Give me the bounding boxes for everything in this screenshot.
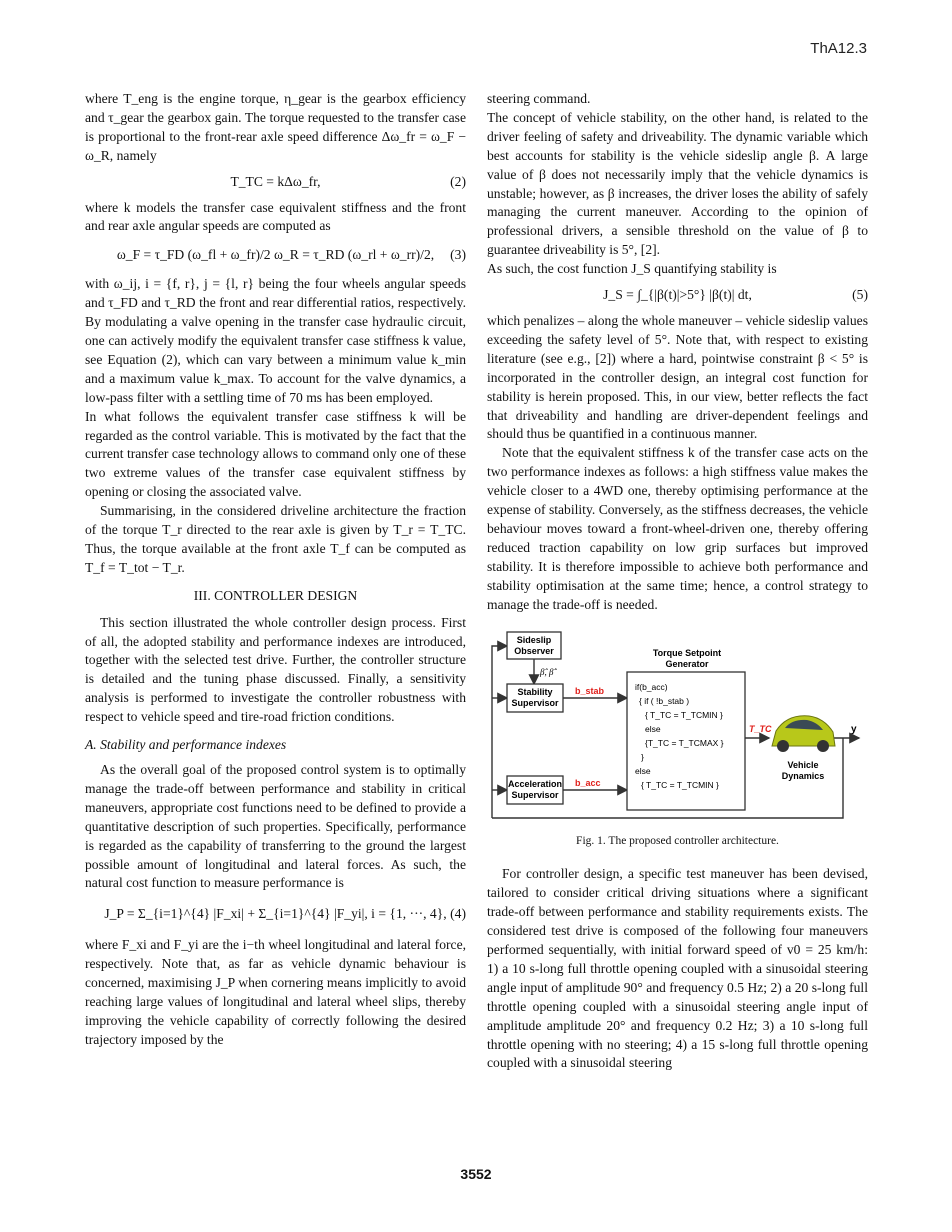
figure-diagram bbox=[487, 628, 868, 824]
paragraph: For controller design, a specific test maneuver has been devised, tailored to consider critical driving situations where a significant trade-off between performance and stability requirements exists. The considered test drive is composed of the following four maneuvers performed sequentially, with initial forward speed of v0 = 25 km/h: 1) a 10 s-long full throttle opening coupled with a sinusoidal steering angle input of amplitude 90° and frequency 0.5 Hz; 2) a 20 s-long full throttle opening coupled with a sinusoidal steering angle input of amplitude amplitude 20° and frequency 0.2 Hz; 3) a 10 s-long full throttle opening with no steering; 4) a 15 s-long full throttle opening coupled with a sinusoidal steering bbox=[487, 866, 868, 1071]
equation-2: T_TC = kΔω_fr, (2) bbox=[230, 173, 466, 189]
equation-3: ω_F = τ_FD (ω_fl + ω_fr)/2 ω_R = τ_RD (ω_rl + ω_rr)/2, (3) bbox=[116, 247, 466, 263]
code-line: {T_TC = T_TCMAX } bbox=[645, 738, 724, 749]
code-line: else bbox=[635, 766, 651, 777]
paragraph: where T_eng is the engine torque, η_gear is the gearbox efficiency and τ_gear the gearbox gain. The torque requested to the transfer case is proportional to the front-rear axle speed difference Δω_fr = ω_F − ω_R, namely bbox=[85, 91, 466, 163]
equation-5: J_S = ∫_{|β(t)|>5°} |β(t)| dt, (5) bbox=[603, 287, 868, 303]
bstab-label: b_stab bbox=[575, 686, 605, 697]
equation-4: J_P = Σ_{i=1}^{4} |F_xi| + Σ_{i=1}^{4} |F_yi|, i = {1, ···, 4}, (4) bbox=[104, 906, 466, 922]
sideslip-observer-label: Sideslip bbox=[516, 635, 552, 646]
vehicle-dynamics-label: Vehicle bbox=[787, 760, 819, 771]
code-line: { if ( !b_stab ) bbox=[639, 696, 690, 707]
paragraph: where F_xi and F_yi are the i−th wheel longitudinal and lateral force, respectively. Note that, as far as vehicle dynamic behaviour is concerned, maximising J_P when cornering means implicitly to avoid reaching large values of longitudinal and lateral wheel slips, thereby improving the vehicle capability of correctly following the desired trajectory imposed by the bbox=[85, 937, 466, 1047]
paragraph: Note that the equivalent stiffness k of the transfer case acts on the two performance indexes as follows: a high stiffness value makes the vehicle closer to a 4WD one, thereby optimising performance at the expense of stability. Conversely, as the stiffness decreases, the vehicle behaviour moves toward a front-wheel-driven one, thereby offering reduced traction capability on low grip surfaces but improved stability. It is therefore impossible to achieve both performance and stability optimisation at the same time; hence, a control strategy to manage the trade-off is needed. bbox=[487, 445, 868, 612]
acceleration-supervisor-label: Acceleration bbox=[507, 779, 563, 790]
estimate-label: β̂, β̂̇ bbox=[540, 667, 554, 678]
paragraph: with ω_ij, i = {f, r}, j = {l, r} being the four wheels angular speeds and τ_FD and τ_RD the front and rear differential ratios, respectively. By modulating a valve opening in the transfer case hydraulic circuit, one can actively modify the equivalent transfer case stiffness k value, see Equation (2), which can vary between a minimum value k_min and a maximum value k_max. To account for the valve dynamics, a low-pass filter with a settling time of 70 ms has been employed. bbox=[85, 276, 466, 405]
car-icon bbox=[772, 716, 835, 752]
code-line: { T_TC = T_TCMIN } bbox=[645, 710, 723, 721]
stability-supervisor-label: Supervisor bbox=[511, 698, 559, 709]
controller-architecture-figure bbox=[487, 628, 868, 824]
sideslip-observer-label: Observer bbox=[514, 646, 554, 657]
paragraph: where k models the transfer case equivalent stiffness and the front and rear axle angular speeds are computed as bbox=[85, 199, 466, 234]
code-line: { T_TC = T_TCMIN } bbox=[641, 780, 719, 791]
generator-title: Generator bbox=[665, 659, 709, 670]
code-line: else bbox=[645, 724, 661, 735]
left-column bbox=[85, 90, 466, 1050]
stability-supervisor-label: Stability bbox=[517, 687, 553, 698]
page-number: 3552 bbox=[460, 1166, 492, 1182]
subsection-heading: A. Stability and performance indexes bbox=[85, 737, 287, 753]
paragraph: The concept of vehicle stability, on the other hand, is related to the driver feeling of safety and driveability. The dynamic variable which best accounts for stability is the vehicle sideslip angle β. A large value of β does not necessarily imply that the vehicle dynamics is unstable; however, as β increases, the driver loses the ability of safely managing the current maneuver. According to the opinion of professional drivers, a sensible threshold on the value of β to guarantee driveability is 5°, [2]. bbox=[487, 109, 868, 258]
paragraph: steering command. bbox=[487, 91, 591, 106]
acceleration-supervisor-label: Supervisor bbox=[511, 790, 559, 801]
paragraph: This section illustrated the whole controller design process. First of all, the adopted stability and performance indexes are introduced, together with the selected test drive. Further, the controller structure is detailed and the tuning phase discussed. Finally, a sensitivity analysis is performed to investigate the controller robustness with respect to vehicle speed and tire-road friction conditions. bbox=[85, 614, 466, 725]
section-heading: III. CONTROLLER DESIGN bbox=[193, 587, 358, 603]
paragraph: Summarising, in the considered driveline architecture the fraction of the torque T_r directed to the rear axle is given by T_r = T_TC. Thus, the torque available at the front axle T_f can be computed as T_f = T_tot − T_r. bbox=[85, 503, 466, 575]
right-column bbox=[487, 90, 868, 1073]
ttc-label: T_TC bbox=[749, 724, 772, 735]
paragraph: In what follows the equivalent transfer case stiffness k will be regarded as the control variable. This is motivated by the fact that the current transfer case technology allows to command only one of these two extreme values of the transfer case equivalent stiffness by opening or closing the associated valve. bbox=[85, 408, 466, 500]
code-line: if(b_acc) bbox=[635, 682, 668, 693]
paragraph: which penalizes – along the whole maneuver – vehicle sideslip values exceeding the safety level of 5°. Note that, with respect to existing literature (see e.g., [2]) where a hard, pointwise constraint β < 5° is incorporated in the controller design, an integral cost function for stability is herein proposed. This, in our view, better reflects the fact that driveability and handling are driver-dependent feelings and should thus be quantified in a continuous manner. bbox=[487, 312, 868, 442]
paragraph: As such, the cost function J_S quantifying stability is bbox=[487, 261, 777, 277]
paragraph: As the overall goal of the proposed control system is to optimally manage the trade-off between performance and stability in critical maneuvers, appropriate cost functions need to be defined to provide a quantitative description of such properties. Specifically, performance is regarded as the capability of transferring to the ground the largest possible amount of longitudinal and lateral forces. As such, the natural cost function to measure performance is bbox=[85, 762, 466, 891]
output-y-label: y bbox=[851, 724, 857, 736]
code-line: } bbox=[641, 752, 644, 763]
header-code: ThA12.3 bbox=[810, 40, 867, 57]
feedback-line-observer bbox=[492, 646, 507, 818]
figure-caption: Fig. 1. The proposed controller architecture. bbox=[576, 835, 779, 848]
bacc-label: b_acc bbox=[575, 778, 601, 789]
vehicle-dynamics-label: Dynamics bbox=[781, 771, 825, 782]
generator-title: Torque Setpoint bbox=[652, 648, 722, 659]
